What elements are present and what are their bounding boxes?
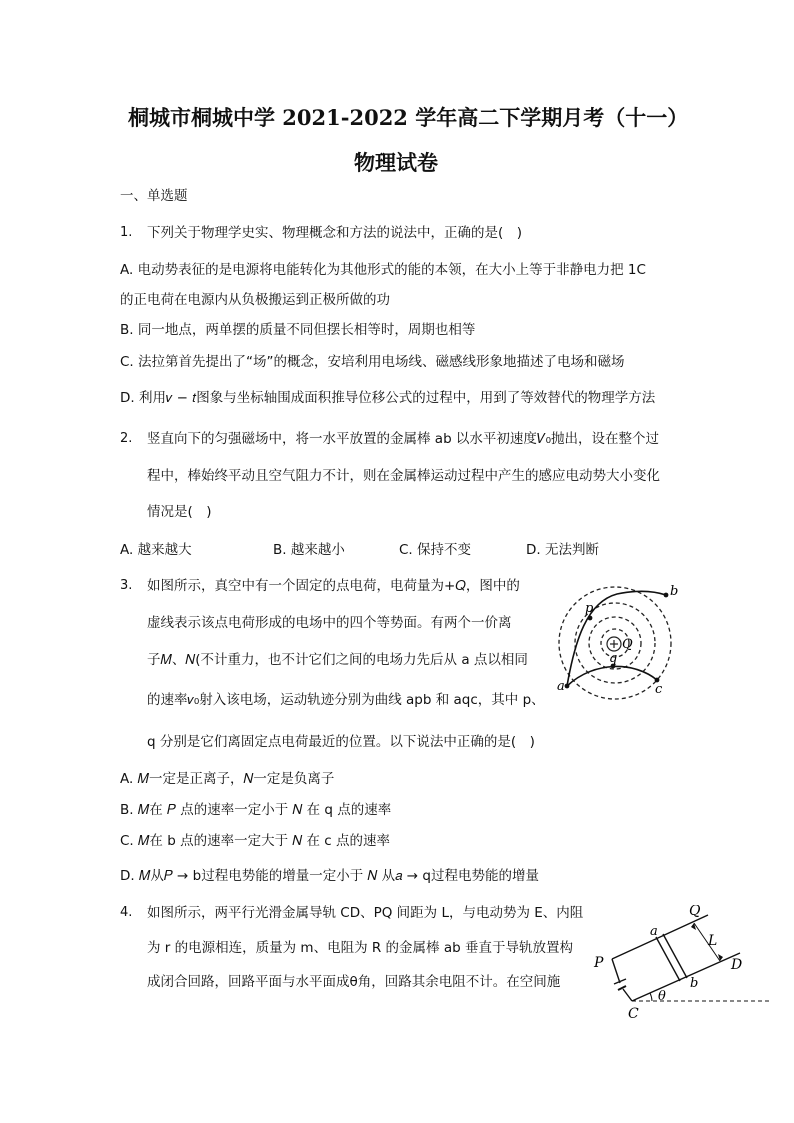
question-1-stem: 下列关于物理学史实、物理概念和方法的说法中，正确的是( ) <box>147 225 523 241</box>
question-3-option-b: B. 𝑀在 𝑃 点的速率一定小于 𝑁 在 q 点的速率 <box>120 802 392 818</box>
question-4-figure <box>590 905 775 1025</box>
question-2-line-1: 竖直向下的匀强磁场中，将一水平放置的金属棒 ab 以水平初速度𝑉₀抛出，设在整个过 <box>147 431 660 447</box>
question-4-line-3: 成闭合回路，回路平面与水平面成θ角，回路其余电阻不计。在空间施 <box>147 974 561 990</box>
question-3-line-4: 的速率𝑣₀射入该电场，运动轨迹分别为曲线 apb 和 aqc，其中 p、 <box>147 692 545 708</box>
question-4-line-2: 为 r 的电源相连，质量为 m、电阻为 R 的金属棒 ab 垂直于导轨放置构 <box>147 940 573 956</box>
page-subtitle: 物理试卷 <box>354 150 438 175</box>
page-title: 桐城市桐城中学 2021-2022 学年高二下学期月考（十一） <box>128 105 689 130</box>
fig3-label-b: b <box>670 584 679 599</box>
fig3-label-q: q <box>609 651 618 666</box>
question-2-option-c: C. 保持不变 <box>399 542 472 558</box>
question-2-option-b: B. 越来越小 <box>273 542 345 558</box>
section-heading: 一、单选题 <box>120 188 188 204</box>
fig4-label-P: P <box>594 955 604 971</box>
question-4-line-1: 如图所示，两平行光滑金属导轨 CD、PQ 间距为 L，与电动势为 E、内阻 <box>147 905 584 921</box>
question-2-line-2: 程中，棒始终平动且空气阻力不计，则在金属棒运动过程中产生的感应电动势大小变化 <box>147 468 660 484</box>
question-2-number: 2. <box>120 431 133 446</box>
question-2-line-3: 情况是( ) <box>147 504 212 520</box>
fig4-label-D: D <box>731 957 743 973</box>
fig4-label-C: C <box>628 1006 639 1022</box>
question-3-line-2: 虚线表示该点电荷形成的电场中的四个等势面。有两个一价离 <box>147 615 512 631</box>
fig4-label-Q: Q <box>689 905 701 919</box>
fig4-label-L: L <box>708 933 718 949</box>
fig4-label-a: a <box>650 924 658 939</box>
fig3-label-a: a <box>557 679 565 694</box>
question-3-number: 3. <box>120 578 133 593</box>
question-1-option-d: D. 利用𝑣 − 𝑡图象与坐标轴围成面积推导位移公式的过程中，用到了等效替代的物理学方法 <box>120 390 656 406</box>
question-3-option-a: A. 𝑀一定是正离子，𝑁一定是负离子 <box>120 771 335 787</box>
question-3-option-d: D. 𝑀从𝑃 → b过程电势能的增量一定小于 𝑁 从𝑎 → q过程电势能的增量 <box>120 868 539 884</box>
question-1-number: 1. <box>120 225 133 240</box>
question-3-line-3: 子𝑀、𝑁(不计重力，也不计它们之间的电场力先后从 a 点以相同 <box>147 652 528 668</box>
question-1-option-b: B. 同一地点，两单摆的质量不同但摆长相等时，周期也相等 <box>120 322 476 338</box>
question-4-number: 4. <box>120 905 133 920</box>
fig3-label-c: c <box>655 682 663 697</box>
fig3-label-Q: Q <box>622 637 633 652</box>
fig3-label-p: p <box>585 601 594 616</box>
question-1-option-a-cont: 的正电荷在电源内从负极搬运到正极所做的功 <box>120 292 390 308</box>
question-3-line-5: q 分别是它们离固定点电荷最近的位置。以下说法中正确的是( ) <box>147 734 535 750</box>
question-3-line-1: 如图所示，真空中有一个固定的点电荷，电荷量为+𝑄，图中的 <box>147 578 520 594</box>
question-3-option-c: C. 𝑀在 b 点的速率一定大于 𝑁 在 c 点的速率 <box>120 833 391 849</box>
question-2-option-a: A. 越来越大 <box>120 542 192 558</box>
question-1-option-c: C. 法拉第首先提出了“场”的概念，安培利用电场线、磁感线形象地描述了电场和磁场 <box>120 354 625 370</box>
fig4-label-theta: θ <box>658 989 666 1004</box>
question-2-option-d: D. 无法判断 <box>526 542 599 558</box>
question-1-option-a: A. 电动势表征的是电源将电能转化为其他形式的能的本领，在大小上等于非静电力把 1C <box>120 262 646 278</box>
fig4-label-b: b <box>690 976 699 991</box>
question-3-figure <box>545 580 690 705</box>
